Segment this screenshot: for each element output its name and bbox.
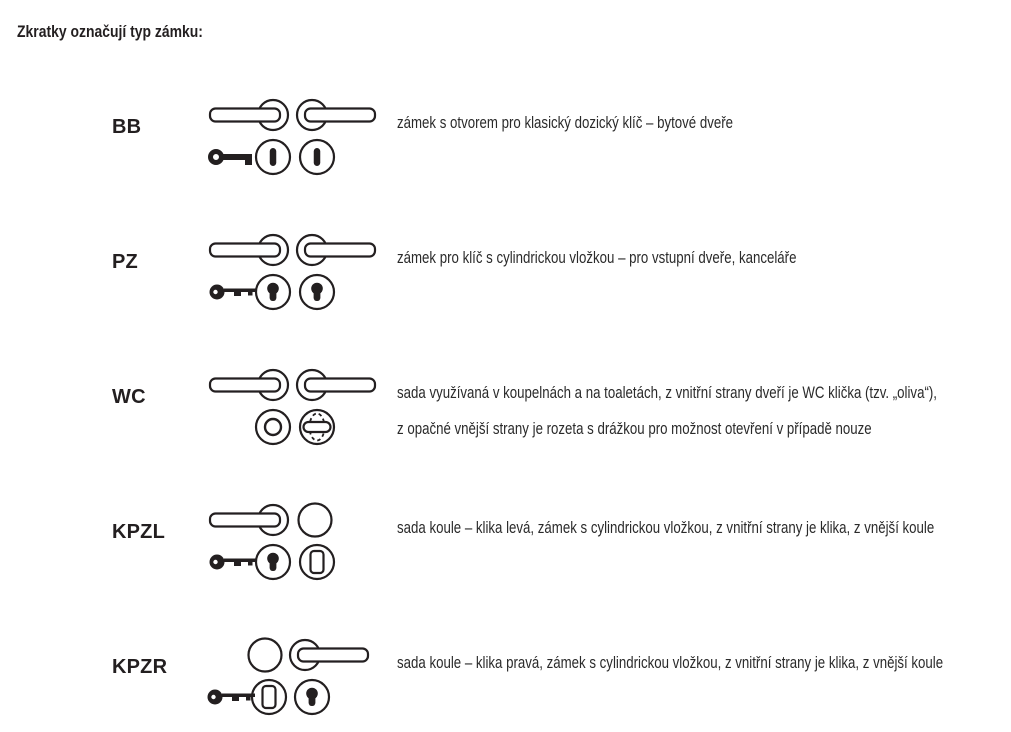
classic-keyhole-escutcheon-icon [300, 140, 334, 174]
lock-type-row-kpzr [0, 635, 1011, 720]
blank-escutcheon-icon [252, 680, 286, 714]
lock-type-row-pz [0, 230, 1011, 315]
cylinder-key-icon [210, 285, 258, 300]
lever-handle-right-icon [297, 100, 375, 130]
page-title [17, 22, 244, 42]
lock-description [397, 375, 1011, 447]
lock-code-label: KPZR [112, 656, 168, 678]
classic-key-icon [211, 152, 253, 166]
lock-code-label: WC [112, 386, 146, 408]
lock-icons-pz [205, 230, 380, 315]
cylinder-key-icon [208, 690, 256, 705]
door-knob-icon [299, 504, 332, 537]
cylinder-keyhole-escutcheon-icon [295, 680, 329, 714]
emergency-slot-rosette-icon [256, 410, 290, 444]
description-line: sada koule – klika pravá, zámek s cylindrickou vložkou, z vnitřní strany je klika, z vnější koule [397, 653, 944, 672]
description-line: sada využívaná v koupelnách a na toaletách, z vnitřní strany dveří je WC klička (tzv. „oliva“), [397, 383, 937, 402]
lock-description [397, 645, 1011, 681]
lever-handle-left-icon [210, 100, 288, 130]
lever-handle-left-icon [210, 235, 288, 265]
lock-icons-bb [205, 95, 380, 180]
classic-keyhole-escutcheon-icon [256, 140, 290, 174]
door-knob-icon [249, 639, 282, 672]
lock-description [397, 105, 828, 141]
page-title-text: Zkratky označují typ zámku: [17, 22, 203, 41]
lock-icons-kpzr [205, 635, 380, 720]
lock-icons-kpzl [205, 500, 380, 585]
cylinder-key-icon [210, 555, 258, 570]
lever-handle-right-icon [297, 370, 375, 400]
lever-handle-right-icon [297, 235, 375, 265]
lock-type-row-kpzl [0, 500, 1011, 585]
cylinder-keyhole-escutcheon-icon [256, 545, 290, 579]
lock-code-label: PZ [112, 251, 138, 273]
lock-type-row-wc [0, 365, 1011, 450]
description-line: z opačné vnější strany je rozeta s drážkou pro možnost otevření v případě nouze [397, 419, 872, 438]
lock-type-row-bb [0, 95, 1011, 180]
lock-code-label: KPZL [112, 521, 166, 543]
lock-code-label: BB [112, 116, 142, 138]
wc-oliva-turn-icon [300, 410, 334, 444]
lock-description [397, 240, 909, 276]
cylinder-keyhole-escutcheon-icon [256, 275, 290, 309]
lever-handle-left-icon [210, 505, 288, 535]
description-line: zámek pro klíč s cylindrickou vložkou – pro vstupní dveře, kanceláře [397, 248, 797, 267]
lever-handle-left-icon [210, 370, 288, 400]
description-line: zámek s otvorem pro klasický dozický klíč – bytové dveře [397, 113, 734, 132]
description-line: sada koule – klika levá, zámek s cylindrickou vložkou, z vnitřní strany je klika, z vnější koule [397, 518, 935, 537]
lock-icons-wc [205, 365, 380, 450]
cylinder-keyhole-escutcheon-icon [300, 275, 334, 309]
lock-description [397, 510, 1011, 546]
blank-escutcheon-icon [300, 545, 334, 579]
lever-handle-right-icon [290, 640, 368, 670]
